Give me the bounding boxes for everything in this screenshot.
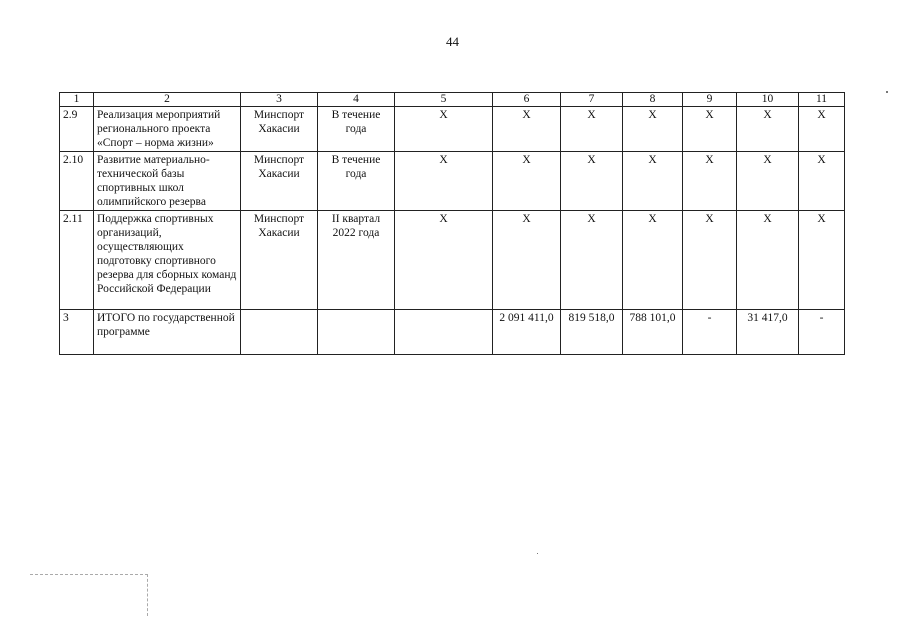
row-value: 819 518,0 — [561, 310, 623, 355]
table-row — [60, 152, 845, 211]
row-value: 31 417,0 — [737, 310, 799, 355]
row-value: X — [737, 107, 799, 152]
header-cell: 3 — [241, 93, 318, 107]
header-cell: 8 — [623, 93, 683, 107]
row-name: Реализация мероприятий регионального проекта «Спорт – норма жизни» — [94, 107, 241, 152]
row-number: 2.11 — [60, 211, 94, 310]
row-value: X — [395, 211, 493, 310]
row-value: - — [683, 310, 737, 355]
row-value: X — [737, 152, 799, 211]
row-value: X — [799, 152, 845, 211]
header-cell: 1 — [60, 93, 94, 107]
header-cell: 9 — [683, 93, 737, 107]
table-row-total — [60, 310, 845, 355]
row-value: X — [561, 152, 623, 211]
header-row — [60, 93, 845, 107]
header-cell: 4 — [318, 93, 395, 107]
header-cell: 2 — [94, 93, 241, 107]
program-table — [59, 92, 845, 355]
faded-stamp — [30, 574, 148, 616]
header-cell: 11 — [799, 93, 845, 107]
row-number: 2.9 — [60, 107, 94, 152]
row-executor: Минспорт Хакасии — [241, 211, 318, 310]
scan-speck — [886, 91, 888, 93]
row-value: X — [623, 152, 683, 211]
row-value: X — [561, 211, 623, 310]
header-cell: 5 — [395, 93, 493, 107]
scan-speck — [537, 553, 538, 554]
row-executor — [241, 310, 318, 355]
row-executor: Минспорт Хакасии — [241, 152, 318, 211]
row-term — [318, 310, 395, 355]
row-value: X — [493, 107, 561, 152]
row-value: X — [561, 107, 623, 152]
row-value: X — [799, 211, 845, 310]
row-name: Поддержка спортивных организаций, осуществляющих подготовку спортивного резерва для сборных команд Российской Федерации — [94, 211, 241, 310]
row-value: X — [737, 211, 799, 310]
row-value: X — [683, 107, 737, 152]
row-value: X — [395, 152, 493, 211]
table-row — [60, 107, 845, 152]
row-name: Развитие материально-технической базы спортивных школ олимпийского резерва — [94, 152, 241, 211]
header-cell: 10 — [737, 93, 799, 107]
header-cell: 6 — [493, 93, 561, 107]
row-value: - — [799, 310, 845, 355]
table-row — [60, 211, 845, 310]
page-number: 44 — [446, 34, 459, 49]
row-number: 3 — [60, 310, 94, 355]
row-value: X — [799, 107, 845, 152]
row-name: ИТОГО по государственной программе — [94, 310, 241, 355]
row-term: II квартал 2022 года — [318, 211, 395, 310]
row-number: 2.10 — [60, 152, 94, 211]
row-value: X — [623, 211, 683, 310]
row-executor: Минспорт Хакасии — [241, 107, 318, 152]
row-value: X — [623, 107, 683, 152]
row-value: X — [683, 211, 737, 310]
row-value: X — [395, 107, 493, 152]
header-cell: 7 — [561, 93, 623, 107]
row-term: В течение года — [318, 152, 395, 211]
row-term: В течение года — [318, 107, 395, 152]
row-value: X — [683, 152, 737, 211]
row-value: 2 091 411,0 — [493, 310, 561, 355]
row-value — [395, 310, 493, 355]
row-value: X — [493, 211, 561, 310]
row-value: 788 101,0 — [623, 310, 683, 355]
row-value: X — [493, 152, 561, 211]
